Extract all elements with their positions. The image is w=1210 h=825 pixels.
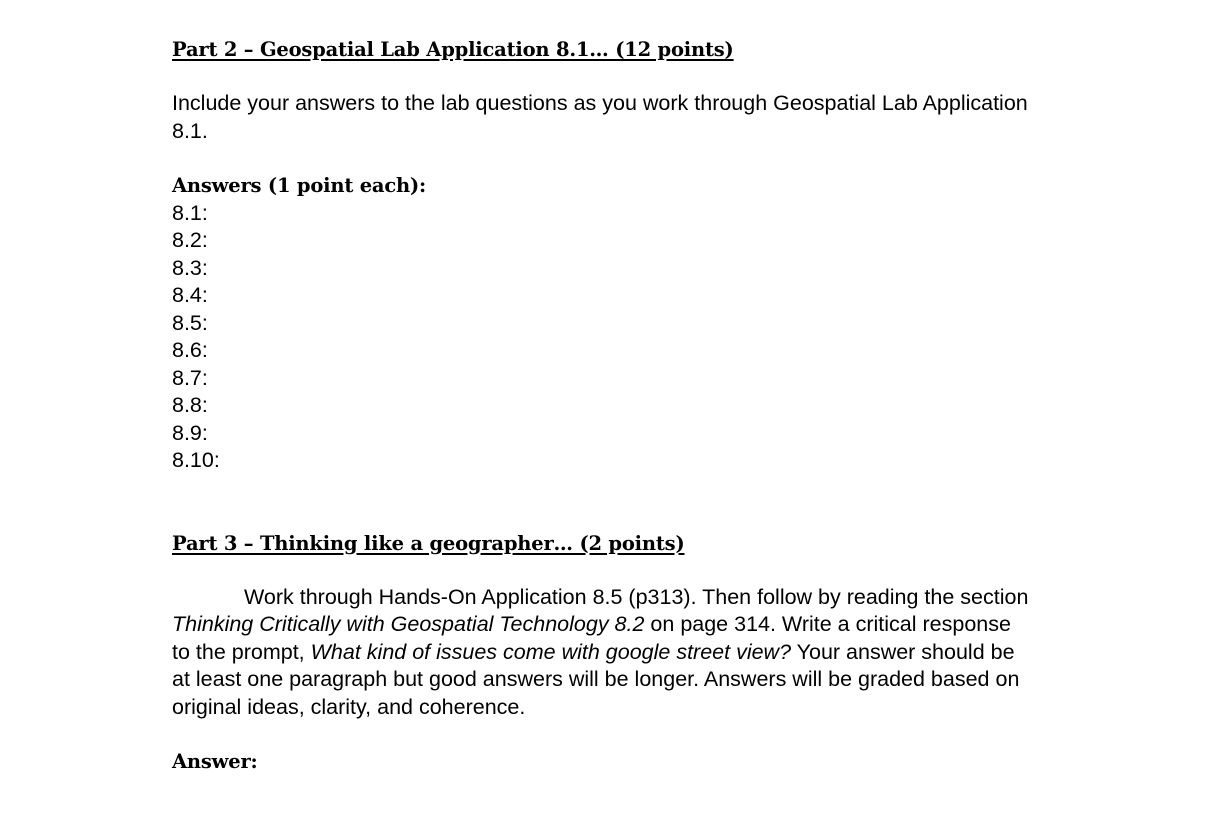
answers-heading: Answers (1 point each): xyxy=(172,174,427,197)
answer-item: 8.10: xyxy=(172,448,220,472)
prompt-section-title: Thinking Critically with Geospatial Technology 8.2 xyxy=(172,612,645,636)
prompt-text-2: on page 314. Write a critical response to the prompt, xyxy=(172,612,1011,664)
answer-item: 8.8: xyxy=(172,393,208,417)
answer-item: 8.7: xyxy=(172,365,208,390)
part3-heading: Part 3 – Thinking like a geographer… (2 points) xyxy=(172,531,685,555)
answer-item: 8.3: xyxy=(172,255,208,280)
part2-instruction: Include your answers to the lab questions as you work through Geospatial Lab Application 8.1. xyxy=(172,91,1028,143)
answer-item: 8.6: xyxy=(172,338,208,362)
answer-list xyxy=(172,200,1032,475)
answer-item: 8.9: xyxy=(172,420,208,445)
part2-heading: Part 2 – Geospatial Lab Application 8.1… (12 points) xyxy=(172,38,734,61)
answer-item: 8.5: xyxy=(172,310,208,335)
prompt-text-3: Your answer should be at least one paragraph but good answers will be longer. Answers will be graded based on original ideas, clarity, and coherence. xyxy=(172,639,1020,719)
answer-item: 8.2: xyxy=(172,228,208,252)
prompt-text-1: Work through Hands-On Application 8.5 (p313). Then follow by reading the section xyxy=(244,584,1029,609)
answer-item: 8.4: xyxy=(172,283,208,307)
prompt-question: What kind of issues come with google street view? xyxy=(310,639,792,664)
answer-label: Answer: xyxy=(172,750,258,773)
part3-prompt xyxy=(172,584,1032,722)
answer-item: 8.1: xyxy=(172,200,208,225)
document-page xyxy=(172,36,1032,776)
